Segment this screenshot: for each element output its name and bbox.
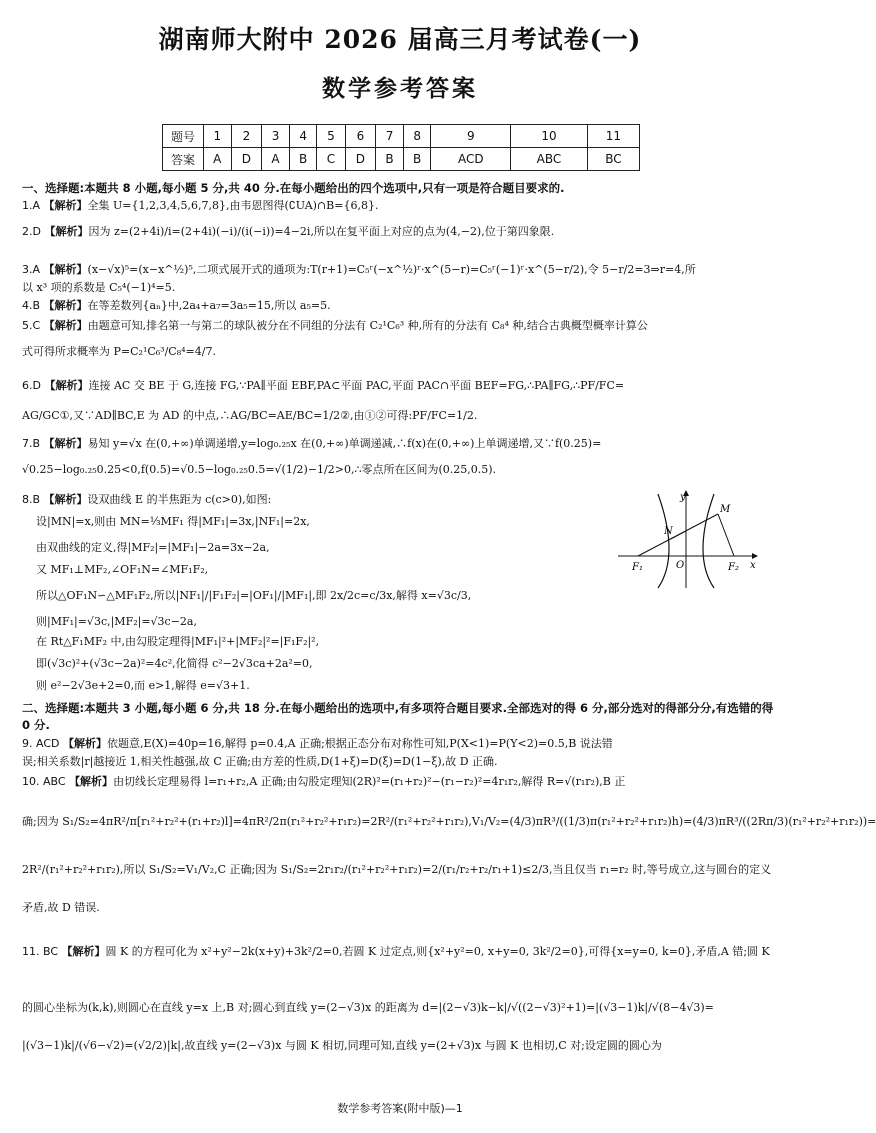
solution-text: 误;相关系数|r|越接近 1,相关性越强,故 C 正确;由方差的性质,D(1+ξ)=D(ξ)=D(1−ξ),故 D 正确. xyxy=(22,755,498,768)
solution-text: |(√3−1)k|/(√6−√2)=(√2/2)|k|,故直线 y=(2−√3)x 与圆 K 相切,同理可知,直线 y=(2+√3)x 与圆 K 也相切,C 对;设定圆的圆心为 xyxy=(22,1039,662,1052)
x-axis-arrow xyxy=(752,553,758,559)
label-x: x xyxy=(750,560,756,571)
solution-text: (x−√x)⁵=(x−x^½)⁵,二项式展开式的通项为:T(r+1)=C₅ʳ(−x^½)ʳ·x^(5−r)=C₅ʳ(−1)ʳ·x^(5−r/2),令 5−r/2=3⇒r=4,所 xyxy=(87,263,696,276)
solution-line xyxy=(36,588,616,604)
answer-cell: C xyxy=(317,148,345,171)
analysis-tag: 【解析】 xyxy=(69,775,114,788)
answer-table-answer-row xyxy=(163,148,640,171)
solution-text: 在 Rt△F₁MF₂ 中,由勾股定理得|MF₁|²+|MF₂|²=|F₁F₂|², xyxy=(36,635,320,648)
question-number: 7 xyxy=(376,125,404,148)
answer-cell: B xyxy=(376,148,404,171)
solution-line xyxy=(22,262,782,278)
question-number: 8 xyxy=(403,125,431,148)
solution-line xyxy=(22,862,782,878)
solution-line xyxy=(22,462,782,478)
question-label: 1.A xyxy=(22,199,41,212)
solution-line xyxy=(22,814,876,830)
page-subtitle: 数学参考答案 xyxy=(322,75,478,102)
section-heading-multiple-choice: 二、选择题:本题共 3 小题,每小题 6 分,共 18 分.在每小题给出的选项中,有多项符合题目要求.全部选对的得 6 分,部分选对的得部分分,有选错的得 0 分. xyxy=(22,701,774,732)
solution-line xyxy=(36,678,616,694)
analysis-tag: 【解析】 xyxy=(62,737,107,750)
question-number: 2 xyxy=(231,125,262,148)
solution-text: 因为 z=(2+4i)/i=(2+4i)(−i)/(i(−i))=4−2i,所以在复平面上对应的点为(4,−2),位于第四象限. xyxy=(88,225,555,238)
label-o: O xyxy=(676,560,685,571)
solution-text: 依题意,E(X)=40p=16,解得 p=0.4,A 正确;根据正态分布对称性可知,P(X<1)=P(Y<2)=0.5,B 说法错 xyxy=(106,737,613,750)
answer-cell: B xyxy=(403,148,431,171)
section-heading-single-choice: 一、选择题:本题共 8 小题,每小题 5 分,共 40 分.在每小题给出的四个选项中,只有一项是符合题目要求的. xyxy=(22,181,565,195)
question-label: 7.B xyxy=(22,437,41,450)
solution-text: 由切线长定理易得 l=r₁+r₂,A 正确;由勾股定理知(2R)²=(r₁+r₂)²−(r₁−r₂)²=4r₁r₂,解得 R=√(r₁r₂),B 正 xyxy=(113,775,626,788)
label-f1: F₁ xyxy=(632,562,643,573)
answer-cell: A xyxy=(204,148,232,171)
solution-line xyxy=(22,900,782,916)
solution-text: 易知 y=√x 在(0,+∞)单调递增,y=log₀.₂₅x 在(0,+∞)单调递减,∴f(x)在(0,+∞)上单调递增,又∵f(0.25)= xyxy=(87,437,602,450)
solution-line xyxy=(22,944,782,960)
solution-text: 设|MN|=x,则由 MN=⅓MF₁ 得|MF₁|=3x,|NF₁|=2x, xyxy=(36,515,310,528)
solution-text: AG/GC①,又∵AD∥BC,E 为 AD 的中点,∴AG/BC=AE/BC=1/2②,由①②可得:PF/FC=1/2. xyxy=(22,409,478,422)
answer-cell: ACD xyxy=(431,148,511,171)
solution-line xyxy=(22,408,782,424)
solution-text: 由双曲线的定义,得|MF₂|=|MF₁|−2a=3x−2a, xyxy=(36,541,270,554)
solution-line xyxy=(22,224,782,240)
solution-text: √0.25−log₀.₂₅0.25<0,f(0.5)=√0.5−log₀.₂₅0.5=√(1/2)−1/2>0,∴零点所在区间为(0.25,0.5). xyxy=(22,463,497,476)
solution-text: 连接 AC 交 BE 于 G,连接 FG,∵PA∥平面 EBF,PA⊂平面 PAC,平面 PAC∩平面 BEF=FG,∴PA∥FG,∴PF/FC= xyxy=(88,379,625,392)
label-f2: F₂ xyxy=(728,562,739,573)
solution-text: 所以△OF₁N∽△MF₁F₂,所以|NF₁|/|F₁F₂|=|OF₁|/|MF₁|,即 2x/2c=c/3x,解得 x=√3c/3, xyxy=(36,589,472,602)
solution-line xyxy=(22,436,782,452)
row-header-answer: 答案 xyxy=(163,148,204,171)
solution-line xyxy=(22,1000,782,1016)
solution-text: 即(√3c)²+(√3c−2a)²=4c²,化简得 c²−2√3ca+2a²=0, xyxy=(36,657,313,670)
solution-text: 则 e²−2√3e+2=0,而 e>1,解得 e=√3+1. xyxy=(36,679,250,692)
question-number: 10 xyxy=(511,125,588,148)
solution-text: 又 MF₁⊥MF₂,∠OF₁N=∠MF₁F₂, xyxy=(36,563,209,576)
solution-text: 的圆心坐标为(k,k),则圆心在直线 y=x 上,B 对;圆心到直线 y=(2−√3)x 的距离为 d=|(2−√3)k−k|/√((2−√3)²+1)=|(√3−1)k|/√(8−4√3)= xyxy=(22,1001,714,1014)
solution-text: 则|MF₁|=√3c,|MF₂|=√3c−2a, xyxy=(36,615,197,628)
analysis-tag: 【解析】 xyxy=(44,225,89,238)
solution-line xyxy=(36,540,616,556)
solution-line xyxy=(22,754,782,770)
solution-text: 以 x³ 项的系数是 C₅⁴(−1)⁴=5. xyxy=(22,281,176,294)
question-label: 6.D xyxy=(22,379,41,392)
solution-text: 设双曲线 E 的半焦距为 c(c>0),如图: xyxy=(87,493,272,506)
row-header-number: 题号 xyxy=(163,125,204,148)
solution-line xyxy=(36,614,616,630)
answer-cell: BC xyxy=(587,148,639,171)
question-number: 1 xyxy=(204,125,232,148)
solution-line xyxy=(22,318,782,334)
solution-line xyxy=(22,774,782,790)
hyperbola-figure xyxy=(618,488,758,588)
answer-cell: A xyxy=(262,148,290,171)
solution-text: 圆 K 的方程可化为 x²+y²−2k(x+y)+3k²/2=0,若圆 K 过定点,则{x²+y²=0, x+y=0, 3k²/2=0},可得{x=y=0, k=0},矛盾,A 错;圆 K xyxy=(105,945,770,958)
solution-line xyxy=(22,492,612,508)
page-footer: 数学参考答案(附中版)—1 xyxy=(337,1102,463,1115)
question-label: 2.D xyxy=(22,225,41,238)
question-label: 3.A xyxy=(22,263,41,276)
solution-text: 式可得所求概率为 P=C₂¹C₆³/C₈⁴=4/7. xyxy=(22,345,216,358)
analysis-tag: 【解析】 xyxy=(43,437,88,450)
solution-text: 2R²/(r₁²+r₂²+r₁r₂),所以 S₁/S₂=V₁/V₂,C 正确;因为 S₁/S₂=2r₁r₂/(r₁²+r₂²+r₁r₂)=2/(r₁/r₂+r₂/r₁+1)≤2/3,当且仅当 r₁=r₂ 时,等号成立,这与圆台的定义 xyxy=(22,863,772,876)
line-m-f2 xyxy=(718,514,734,556)
question-number: 5 xyxy=(317,125,345,148)
line-o-n xyxy=(671,531,686,539)
question-label: 11. BC xyxy=(22,945,59,958)
solution-line xyxy=(22,298,782,314)
question-label: 5.C xyxy=(22,319,41,332)
question-number: 3 xyxy=(262,125,290,148)
page-title: 湖南师大附中 2026 届高三月考试卷(一) xyxy=(158,25,642,54)
solution-line xyxy=(22,344,782,360)
analysis-tag: 【解析】 xyxy=(44,379,89,392)
label-n: N xyxy=(664,526,673,537)
question-label: 8.B xyxy=(22,493,41,506)
solution-line xyxy=(22,378,782,394)
solution-line xyxy=(36,562,616,578)
answer-table-number-row xyxy=(163,125,640,148)
solution-text: 全集 U={1,2,3,4,5,6,7,8},由韦恩图得(∁UA)∩B={6,8}. xyxy=(87,199,379,212)
solution-line xyxy=(22,736,782,752)
question-number: 11 xyxy=(587,125,639,148)
solution-text: 矛盾,故 D 错误. xyxy=(22,901,100,914)
analysis-tag: 【解析】 xyxy=(61,945,106,958)
question-number: 9 xyxy=(431,125,511,148)
question-number: 6 xyxy=(345,125,376,148)
analysis-tag: 【解析】 xyxy=(43,263,88,276)
solution-text: 确;因为 S₁/S₂=4πR²/π[r₁²+r₂²+(r₁+r₂)l]=4πR²/2π(r₁²+r₂²+r₁r₂)=2R²/(r₁²+r₂²+r₁r₂),V₁/V₂=(4/3)πR³/((1/3)π(r₁²+r₂²+r₁r₂)h)=(4/3)πR³/((2Rπ/3)(r₁²+r₂²+r₁r₂))= xyxy=(22,815,876,828)
answer-cell: B xyxy=(289,148,317,171)
solution-line xyxy=(36,634,616,650)
label-m: M xyxy=(720,504,731,515)
question-label: 10. ABC xyxy=(22,775,66,788)
answer-table xyxy=(162,124,640,171)
answer-cell: D xyxy=(231,148,262,171)
analysis-tag: 【解析】 xyxy=(43,319,88,332)
solution-line xyxy=(22,280,782,296)
question-label: 4.B xyxy=(22,299,41,312)
solution-text: 由题意可知,排名第一与第二的球队被分在不同组的分法有 C₂¹C₆³ 种,所有的分法有 C₈⁴ 种,结合古典概型概率计算公 xyxy=(87,319,648,332)
answer-cell: ABC xyxy=(511,148,588,171)
label-y: y xyxy=(680,492,686,503)
solution-line xyxy=(22,198,782,214)
answer-cell: D xyxy=(345,148,376,171)
solution-line xyxy=(22,1038,782,1054)
analysis-tag: 【解析】 xyxy=(43,299,88,312)
solution-line xyxy=(36,514,616,530)
hyperbola-right-branch xyxy=(703,494,714,588)
solution-text: 在等差数列{aₙ}中,2a₄+a₇=3a₅=15,所以 a₅=5. xyxy=(87,299,331,312)
question-label: 9. ACD xyxy=(22,737,60,750)
analysis-tag: 【解析】 xyxy=(43,493,88,506)
analysis-tag: 【解析】 xyxy=(43,199,88,212)
solution-line xyxy=(36,656,616,672)
question-number: 4 xyxy=(289,125,317,148)
